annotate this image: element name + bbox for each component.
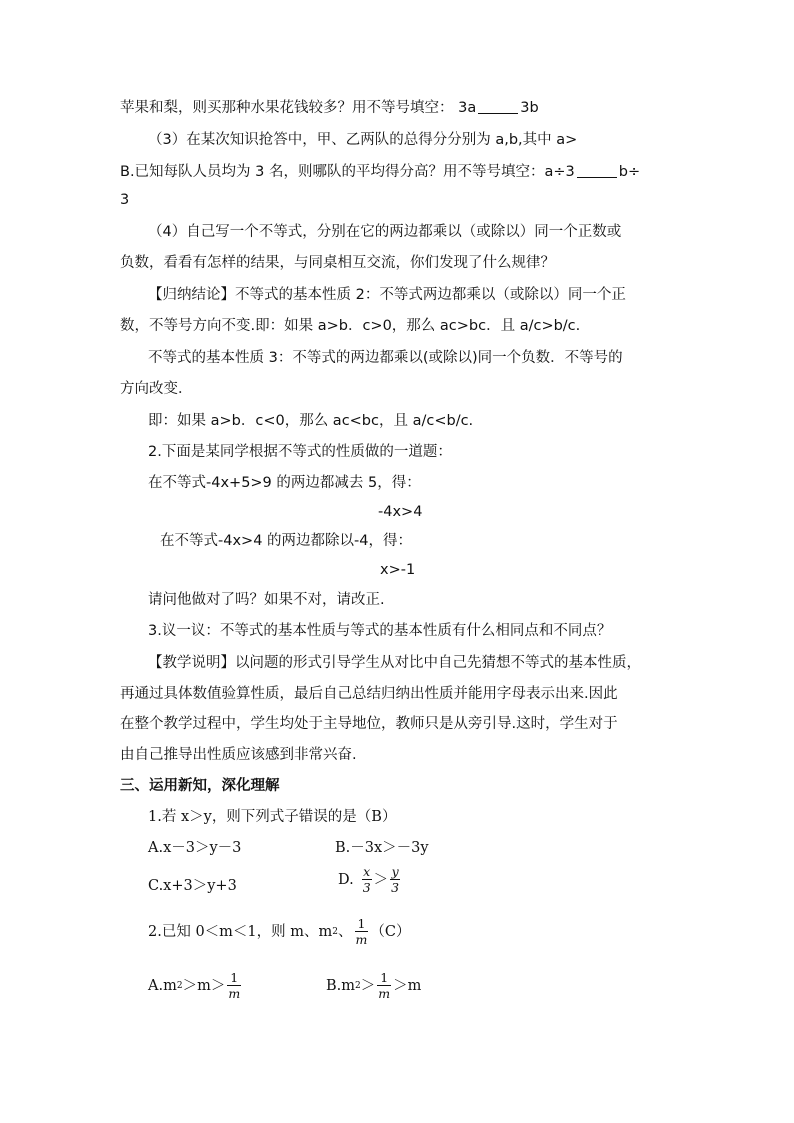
numerator: x <box>363 864 371 879</box>
text: 2.已知 0＜m＜1，则 m、m <box>148 923 333 940</box>
text: 、 <box>338 923 353 940</box>
numerator: 1 <box>380 970 389 985</box>
question2-result2: x>-1 <box>380 562 416 578</box>
text: ＞ <box>373 871 389 888</box>
denominator: m <box>228 986 241 1001</box>
conclusion-line1: 【归纳结论】不等式的基本性质 2：不等式两边都乘以（或除以）同一个正 <box>148 287 626 303</box>
answer-blank[interactable] <box>577 163 617 178</box>
text: ＞ <box>360 977 376 994</box>
fraction-y-over-3 <box>390 864 400 895</box>
numerator: 1 <box>357 916 366 931</box>
text: B.m <box>326 977 356 994</box>
denominator: 3 <box>391 880 400 895</box>
text: ＞m <box>393 977 422 994</box>
fraction-x-over-3 <box>362 864 372 895</box>
exercise1-option-a: A.x－3＞y－3 <box>148 840 242 856</box>
text: 3b <box>520 100 539 116</box>
text: ＞m＞ <box>182 977 226 994</box>
question2-result1: -4x>4 <box>378 504 423 520</box>
text: b÷ <box>618 164 641 180</box>
text: 苹果和梨，则买那种水果花钱较多？用不等号填空： 3a <box>120 100 477 116</box>
teaching-note-line2: 再通过具体数值验算性质，最后自己总结归纳出性质并能用字母表示出来.因此 <box>120 686 618 702</box>
option-label: D. <box>338 871 354 888</box>
question3: 3.议一议：不等式的基本性质与等式的基本性质有什么相同点和不同点？ <box>148 623 612 639</box>
question2-intro: 2.下面是某同学根据不等式的性质做的一道题： <box>148 444 452 460</box>
teaching-note-line4: 由自己推导出性质应该感到非常兴奋. <box>120 747 357 763</box>
question2-prompt: 请问他做对了吗？如果不对，请改正. <box>148 592 385 608</box>
property3-example: 即：如果 a>b．c<0，那么 ac<bc，且 a/c<b/c. <box>148 413 474 429</box>
fraction-1-over-m <box>377 970 391 1001</box>
fraction-1-over-m <box>227 970 241 1001</box>
paragraph-4-line2: 负数，看看有怎样的结果，与同桌相互交流，你们发现了什么规律？ <box>120 255 555 271</box>
exercise2 <box>148 916 410 947</box>
text: （C） <box>370 923 411 940</box>
superscript: 2 <box>176 980 183 991</box>
fraction-1-over-m <box>355 916 369 947</box>
paragraph-apple-pear <box>120 98 539 118</box>
exercise2-option-b <box>326 970 421 1001</box>
exercise1-option-b: B.－3x＞－3y <box>335 840 429 856</box>
answer-blank[interactable] <box>478 99 518 114</box>
exercise1-option-d <box>338 864 402 895</box>
superscript: 2 <box>355 980 361 991</box>
paragraph-4-line1: （4）自己写一个不等式，分别在它的两边都乘以（或除以）同一个正数或 <box>148 224 622 240</box>
paragraph-3-line3: 3 <box>120 192 130 208</box>
question2-step1: 在不等式-4x+5>9 的两边都减去 5，得： <box>148 475 421 491</box>
property3-line2: 方向改变． <box>120 381 193 397</box>
text: A.m <box>148 977 177 994</box>
numerator: y <box>391 864 399 879</box>
paragraph-3-line1: （3）在某次知识抢答中，甲、乙两队的总得分分别为 a,b,其中 a> <box>148 132 578 148</box>
conclusion-line2: 数，不等号方向不变.即：如果 a>b．c>0，那么 ac>bc．且 a/c>b/c. <box>120 318 581 334</box>
exercise1: 1.若 x＞y，则下列式子错误的是（B） <box>148 809 397 825</box>
property3-line1: 不等式的基本性质 3：不等式的两边都乘以(或除以)同一个负数．不等号的 <box>148 350 623 366</box>
denominator: m <box>355 932 368 947</box>
teaching-note-line3: 在整个教学过程中，学生均处于主导地位，教师只是从旁引导.这时，学生对于 <box>120 716 618 732</box>
text: B.已知每队人员均为 3 名，则哪队的平均得分高？用不等号填空：a÷3 <box>120 164 575 180</box>
question2-step2: 在不等式-4x>4 的两边都除以-4，得： <box>160 533 412 549</box>
exercise1-option-c: C.x+3＞y+3 <box>148 878 237 894</box>
numerator: 1 <box>230 970 239 985</box>
exercise2-option-a <box>148 970 243 1001</box>
paragraph-3-line2 <box>120 162 640 182</box>
superscript: 2 <box>332 926 338 937</box>
teaching-note-line1: 【教学说明】以问题的形式引导学生从对比中自己先猜想不等式的基本性质， <box>148 655 641 671</box>
denominator: 3 <box>362 880 371 895</box>
section-heading: 三、运用新知，深化理解 <box>120 778 280 794</box>
denominator: m <box>378 986 391 1001</box>
